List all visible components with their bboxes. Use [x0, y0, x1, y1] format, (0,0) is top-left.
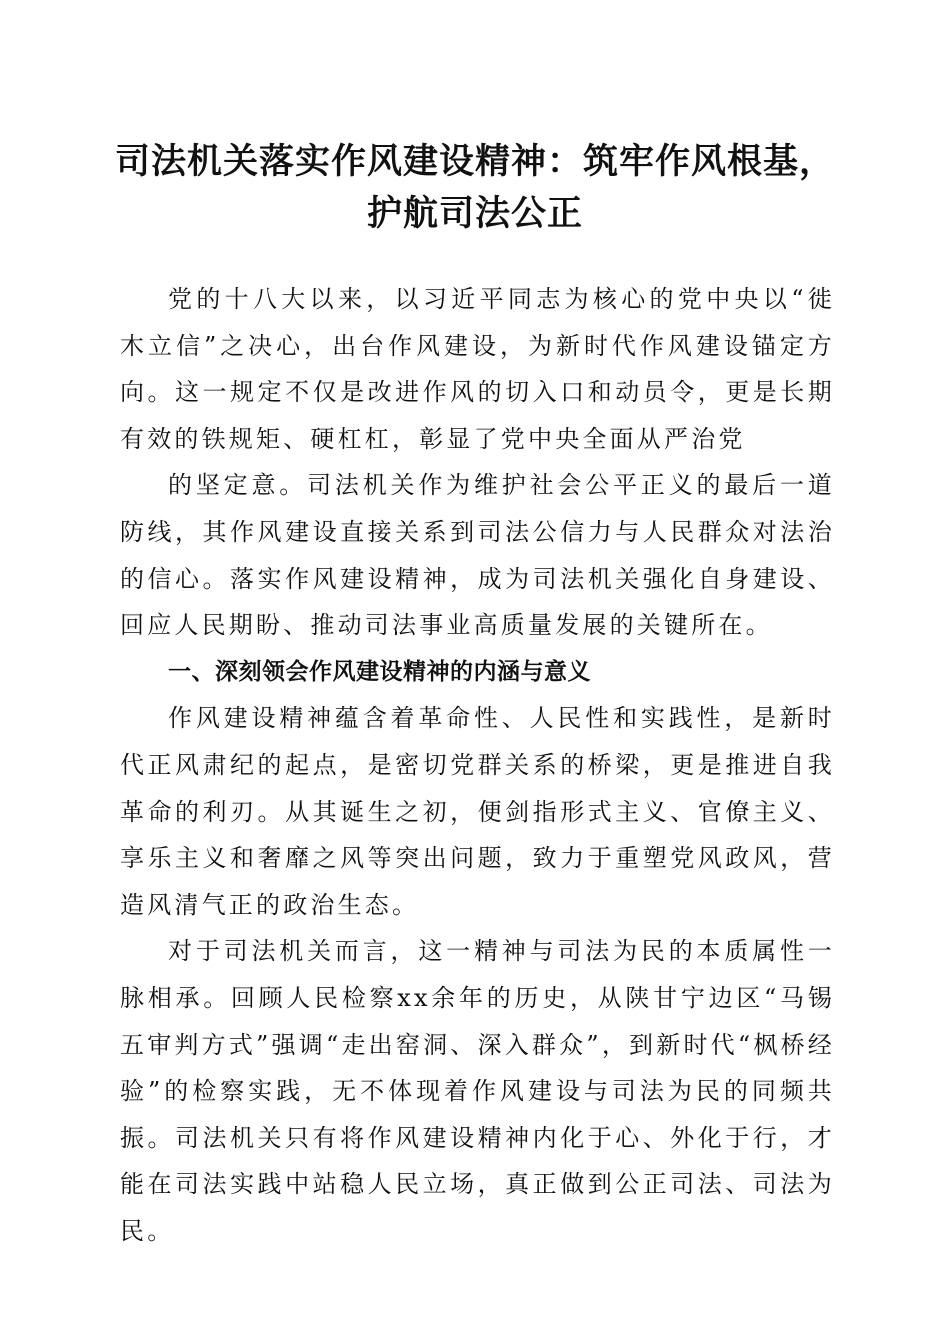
title-line-2: 护航司法公正 — [366, 193, 583, 234]
paragraph-intro-1: 党的十八大以来，以习近平同志为核心的党中央以“徙木立信”之决心，出台作风建设，为新时代作风建设锚定方向。这一规定不仅是改进作风的切入口和动员令，更是长期有效的铁规矩、硬杠杠，彰显了党中央全面从严治党 — [120, 285, 835, 453]
section-heading-1: 一、深刻领会作风建设精神的内涵与意义 — [168, 658, 591, 685]
paragraph-section1-1: 作风建设精神蕴含着革命性、人民性和实践性，是新时代正风肃纪的起点，是密切党群关系的桥梁，更是推进自我革命的利刃。从其诞生之初，便剑指形式主义、官僚主义、享乐主义和奢靡之风等突出问题，致力于重塑党风政风，营造风清气正的政治生态。 — [120, 704, 835, 919]
paragraph-section1-2: 对于司法机关而言，这一精神与司法为民的本质属性一脉相承。回顾人民检察xx余年的历史，从陕甘宁边区“马锡五审判方式”强调“走出窑洞、深入群众”，到新时代“枫桥经验”的检察实践，无不体现着作风建设与司法为民的同频共振。司法机关只有将作风建设精神内化于心、外化于行，才能在司法实践中站稳人民立场，真正做到公正司法、司法为民。 — [120, 937, 835, 1245]
document-body — [120, 276, 835, 1254]
title-line-1: 司法机关落实作风建设精神：筑牢作风根基， — [114, 141, 835, 182]
paragraph-intro-2: 的坚定意。司法机关作为维护社会公平正义的最后一道防线，其作风建设直接关系到司法公信力与人民群众对法治的信心。落实作风建设精神，成为司法机关强化自身建设、回应人民期盼、推动司法事业高质量发展的关键所在。 — [120, 471, 835, 640]
document-title — [60, 136, 890, 240]
